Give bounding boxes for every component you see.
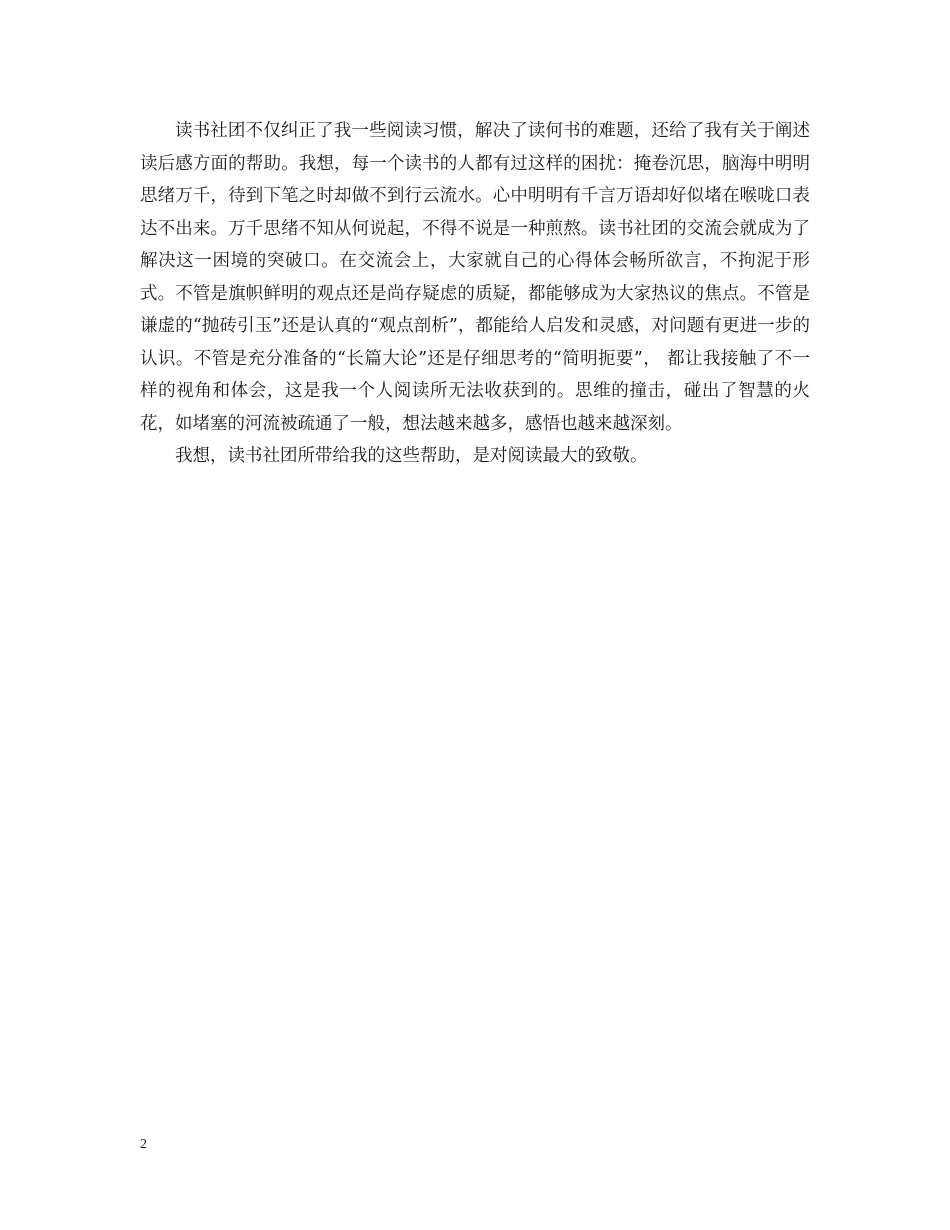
- paragraph-2: 我想，读书社团所带给我的这些帮助，是对阅读最大的致敬。: [175, 446, 648, 466]
- paragraph-1: 读书社团不仅纠正了我一些阅读习惯，解决了读何书的难题，还给了我有关于阐述读后感方面的帮助。我想，每一个读书的人都有过这样的困扰：掩卷沉思，脑海中明明思绪万千，待到下笔之时却做不到行云流水。心中明明有千言万语却好似堵在喉咙口表达不出来。万千思绪不知从何说起，不得不说是一种煎熬。读书社团的交流会就成为了解决这一困境的突破口。在交流会上，大家就自己的心得体会畅所欲言，不拘泥于形式。不管是旗帜鲜明的观点还是尚存疑虑的质疑，都能够成为大家热议的焦点。不管是谦虚的“抛砖引玉”还是认真的“观点剖析”，都能给人启发和灵感，对问题有更进一步的认识。不管是充分准备的“长篇大论”还是仔细思考的“简明扼要”， 都让我接触了不一样的视角和体会，这是我一个人阅读所无法收获到的。思维的撞击，碰出了智慧的火花，如堵塞的河流被疏通了一般，想法越来越多，感悟也越来越深刻。: [140, 121, 810, 434]
- document-body: [140, 115, 810, 473]
- page-number: 2: [140, 1137, 147, 1152]
